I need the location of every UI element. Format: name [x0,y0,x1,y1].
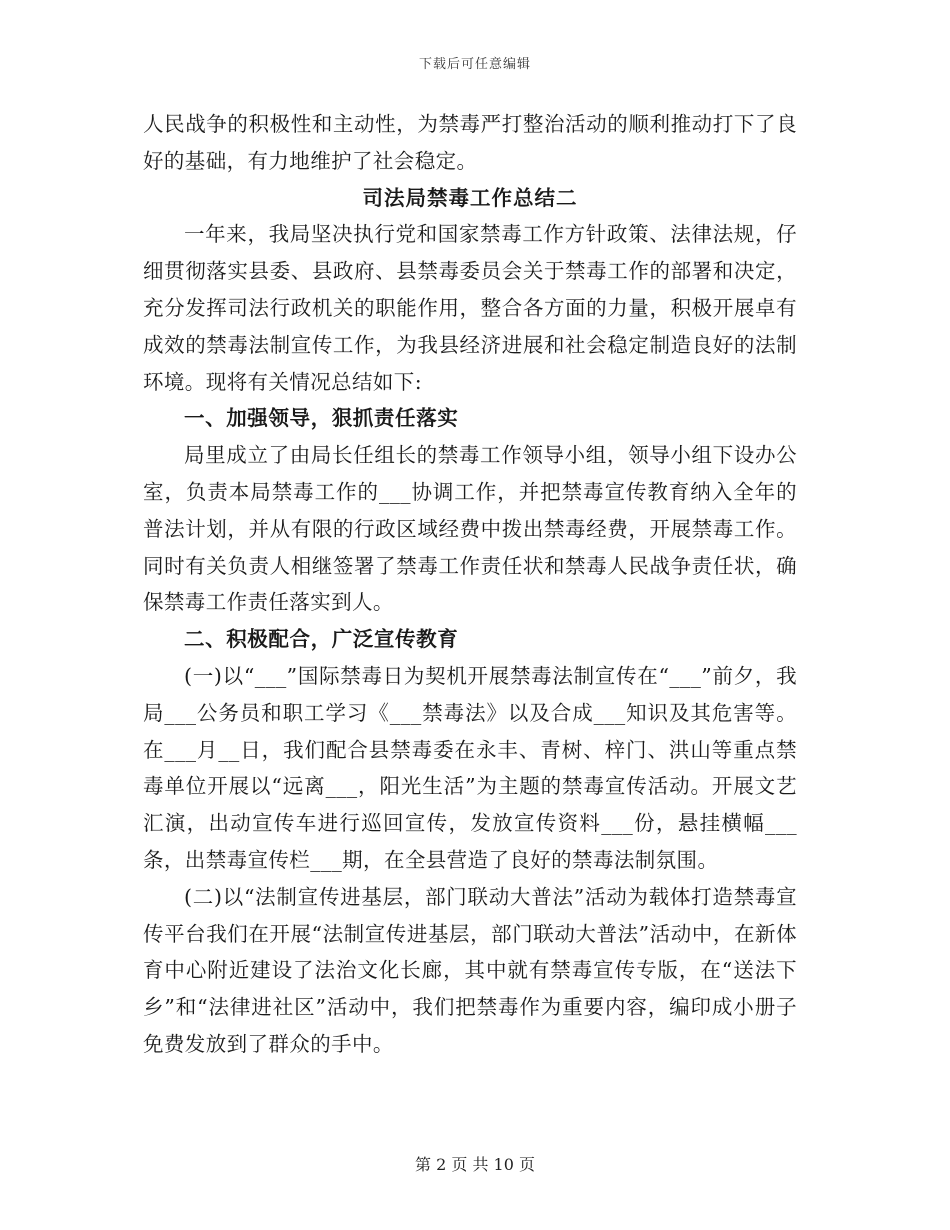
paragraph-leadership: 局里成立了由局长任组长的禁毒工作领导小组，领导小组下设办公室，负责本局禁毒工作的___协调工作，并把禁毒宣传教育纳入全年的普法计划，并从有限的行政区域经费中拨出禁毒经费，开展禁毒工作。同时有关负责人相继签署了禁毒工作责任状和禁毒人民战争责任状，确保禁毒工作责任落实到人。 [143,443,797,615]
paragraph-overview: 一年来，我局坚决执行党和国家禁毒工作方针政策、法律法规，仔细贯彻落实县委、县政府、县禁毒委员会关于禁毒工作的部署和决定，充分发挥司法行政机关的职能作用，整合各方面的力量，积极开展卓有成效的禁毒法制宣传工作，为我县经济进展和社会稳定制造良好的法制环境。现将有关情况总结如下: [143,222,797,394]
document-body [143,106,797,1063]
paragraph-intro: 人民战争的积极性和主动性，为禁毒严打整治活动的顺利推动打下了良好的基础，有力地维护了社会稳定。 [143,112,797,173]
paragraph-grassroots: (二)以“法制宣传进基层，部门联动大普法”活动为载体打造禁毒宣传平台我们在开展“法制宣传进基层，部门联动大普法”活动中，在新体育中心附近建设了法治文化长廊，其中就有禁毒宣传专版，在“送法下乡”和“法律进社区”活动中，我们把禁毒作为重要内容，编印成小册子免费发放到了群众的手中。 [143,884,797,1056]
paragraph-antidrug-day: (一)以“___”国际禁毒日为契机开展禁毒法制宣传在“___”前夕，我局___公务员和职工学习《___禁毒法》以及合成___知识及其危害等。在___月__日，我们配合县禁毒委在永丰、青树、梓门、洪山等重点禁毒单位开展以“远离___，阳光生活”为主题的禁毒宣传活动。开展文艺汇演，出动宣传车进行巡回宣传，发放宣传资料___份，悬挂横幅___条，出禁毒宣传栏___期，在全县营造了良好的禁毒法制氛围。 [143,663,797,872]
heading-leadership: 一、加强领导，狠抓责任落实 [184,406,459,431]
section-title: 司法局禁毒工作总结二 [362,185,578,210]
heading-publicity: 二、积极配合，广泛宣传教育 [184,627,459,652]
page-header: 下载后可任意编辑 [418,57,531,72]
page-number: 第 2 页 共 10 页 [415,1155,535,1174]
